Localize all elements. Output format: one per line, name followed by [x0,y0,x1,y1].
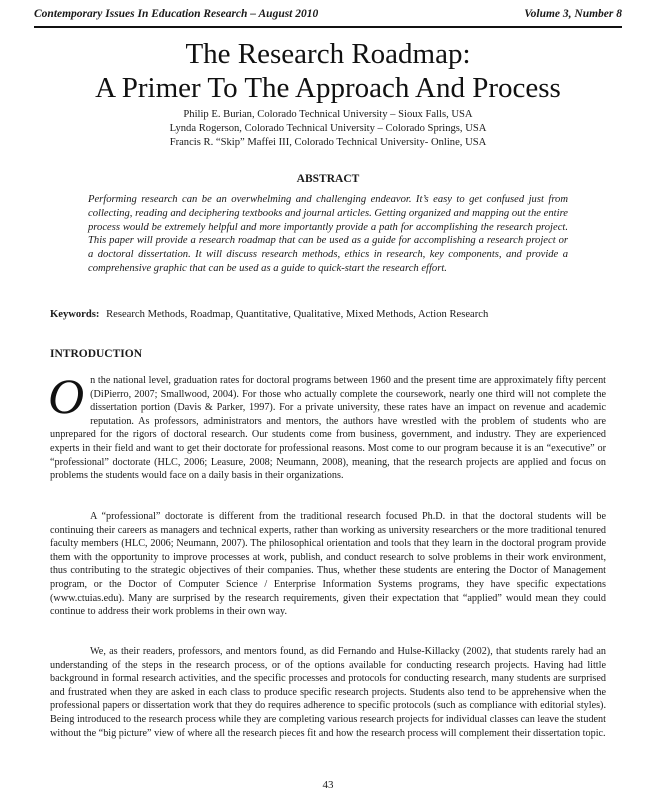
drop-cap: O [48,368,85,424]
keywords [50,309,616,320]
volume-number: Volume 3, Number 8 [524,8,622,20]
introduction-paragraph-1 [48,368,606,483]
journal-title: Contemporary Issues In Education Research – August 2010 [34,8,319,20]
paragraph-2-text: A “professional” doctorate is different from the traditional research focused Ph.D. in that the doctoral students will be continuing their careers as managers and technical experts, rather than working as university researchers or the more traditional tenured faculty members (HLC, 2006; Neumann, 2007). The philosophical orientation and tools that they learn in the doctoral program provide them with the opportunity to improve processes at work, publish, and conduct research to solve problems in their work environment, thus contributing to the strategic objectives of their companies. Thus, whether these students are entering the Doctor of Management program, or the Doctor of Computer Science / Enterprise Information Systems programs, they have specific expectations (www.ctuias.edu). Many are surprised by the research requirements, given their expectation that “applied” would mean they could continue to address their work problems in their own way. [50,511,606,618]
abstract-text: Performing research can be an overwhelming and challenging endeavor. It’s easy to get confused just from collecting, reading and deciphering textbooks and journal articles. Getting organized and mapping out the entire process would be extremely helpful and more importantly provide a path for accomplishing the research project. This paper will provide a research roadmap that can be used as a guide for accomplishing a research project or a doctoral dissertation. It will discuss research methods, ethics in research, key components, and provide a comprehensive graphic that can be used as a guide to quick-start the research effort. [88,194,568,274]
page-number: 43 [322,779,334,791]
introduction-heading: INTRODUCTION [50,348,143,360]
author-2: Lynda Rogerson, Colorado Technical University – Colorado Springs, USA [169,123,487,134]
running-header [34,8,622,20]
introduction-paragraph-3 [50,645,606,740]
paragraph-1-text: n the national level, graduation rates for doctoral programs between 1960 and the present time are approximately fifty percent (DiPierro, 2007; Smallwood, 2004). For those who actually complete the coursework, nearly one third will not complete the dissertation portion (Davis & Parker, 1997). For a private university, these rates have an impact on revenue and academic reputation. As professors, administrators and mentors, the authors have wrestled with the problem of students who are unprepared for the rigors of doctoral research. Our students come from business, government, and industry. They are experienced experts in their field and want to get their doctorate for professional reasons. Most come to our program because it is an “executive” or “professional” doctorate (HLC, 2006; Leasure, 2008; Neumann, 2008), meaning, that the research projects are applied and focus on problems the students would face on a daily basis in their organizations. [50,375,606,482]
author-1: Philip E. Burian, Colorado Technical University – Sioux Falls, USA [183,109,473,120]
author-3: Francis R. “Skip” Maffei III, Colorado Technical University- Online, USA [169,137,487,148]
paragraph-3-text: We, as their readers, professors, and mentors found, as did Fernando and Hulse-Killacky (2002), that students rarely had an understanding of the steps in the research process, or of the options available for conducting research projects. Having had little background in formal research activities, and the specific processes and protocols for conducting research, many students are surprised and frustrated when they are asked in each class to produce specific research projects. Students also tend to be apprehensive when the professional papers or dissertation work that they do requires adherence to specific protocols (such as compliance with editorial styles). Being introduced to the research process while they are completing various research projects for individual classes can leave the student without the “big picture” view of where all the research pieces fit and how the research process will complement their dissertation topic. [50,646,606,739]
author-list [0,108,656,150]
keywords-label: Keywords: [50,309,100,320]
abstract-heading: ABSTRACT [296,173,360,185]
paper-title-line-1: The Research Roadmap: [185,38,471,70]
keywords-text: Research Methods, Roadmap, Quantitative, Qualitative, Mixed Methods, Action Research [106,309,489,320]
introduction-paragraph-2 [50,510,606,619]
header-rule [34,26,622,28]
paper-title-line-2: A Primer To The Approach And Process [95,72,561,104]
